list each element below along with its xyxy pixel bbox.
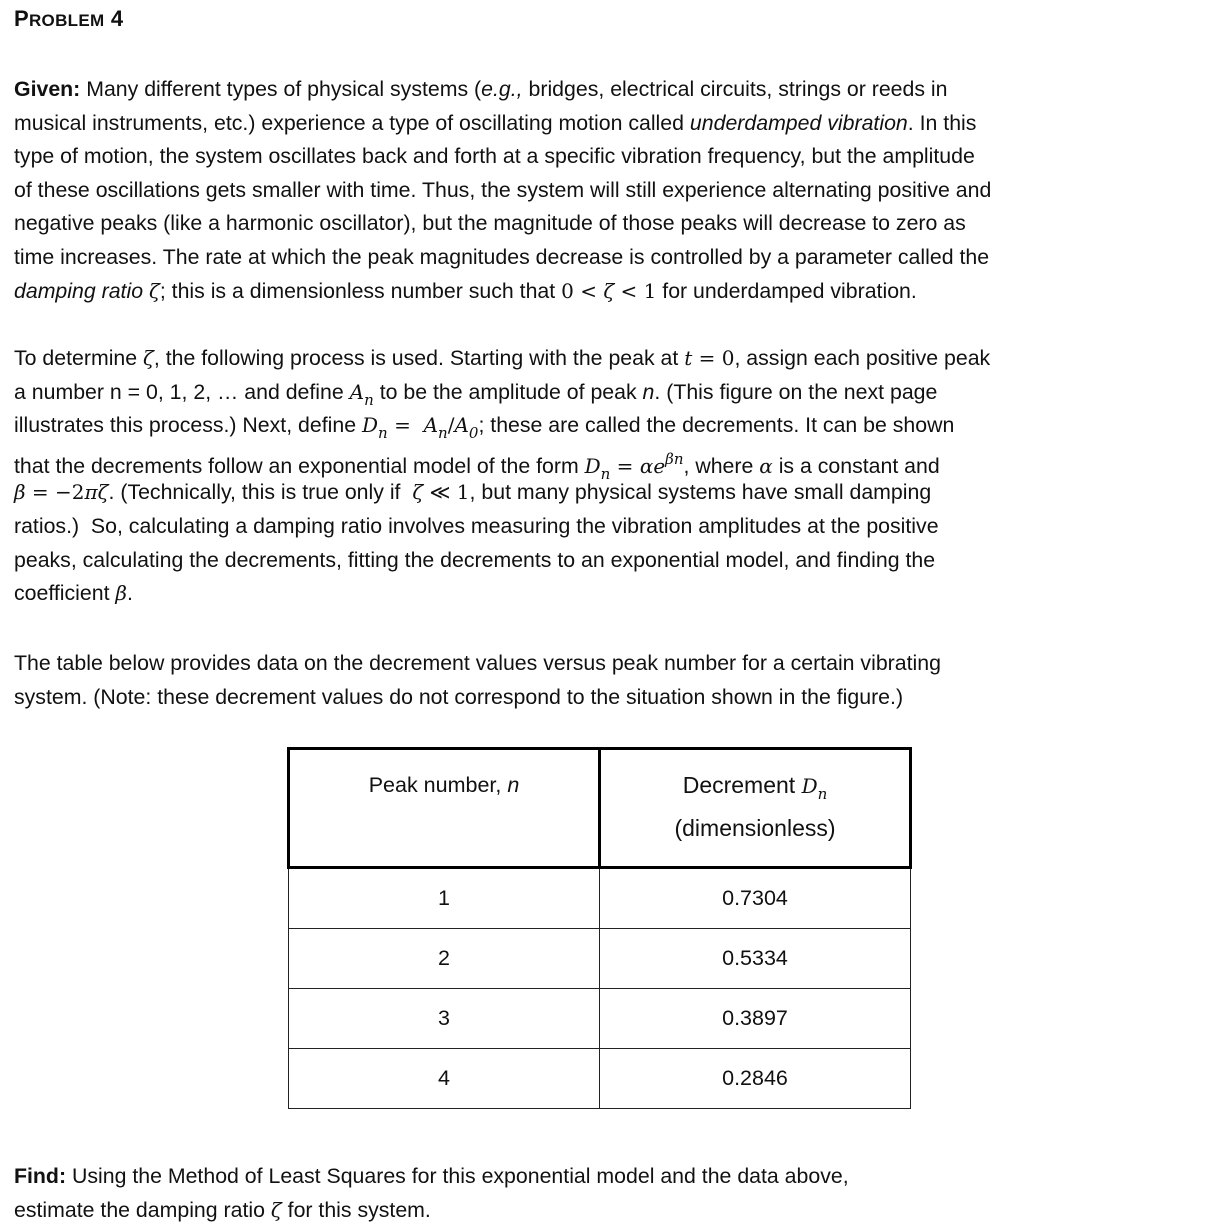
- text-line: [14, 73, 1199, 107]
- math-symbol: 0 <: [561, 278, 604, 303]
- text-line: [14, 107, 1199, 141]
- math-symbol: n: [600, 464, 611, 483]
- decrement-cell: 0.7304: [600, 868, 911, 929]
- text-line: [14, 510, 1199, 544]
- text-segment: ratios.) So, calculating a damping ratio involves measuring the vibration amplitudes at the positive: [14, 513, 939, 538]
- text-segment: bridges, electrical circuits, strings or reeds in: [522, 77, 948, 101]
- math-symbol: β: [14, 480, 26, 505]
- decrement-cell: 0.5334: [600, 929, 911, 989]
- math-symbol: 0: [468, 424, 479, 443]
- math-symbol: n: [378, 424, 388, 443]
- section-label: Find:: [14, 1164, 67, 1188]
- text-line: [14, 476, 1199, 510]
- text-line: [14, 577, 1199, 611]
- header-text: Decrement: [682, 772, 802, 798]
- text-segment: Using the Method of Least Squares for this exponential model and the data above,: [66, 1164, 849, 1188]
- text-segment: To determine: [14, 346, 144, 370]
- table-row: [289, 1049, 911, 1109]
- header-decrement: [600, 749, 911, 868]
- math-symbol: n: [438, 424, 448, 443]
- header-unit: (dimensionless): [674, 815, 836, 841]
- text-segment: negative peaks (like a harmonic oscillator), but the magnitude of those peaks will decrease to zero as: [14, 211, 966, 236]
- text-segment: a number n = 0, 1, 2, … and define: [14, 379, 350, 404]
- math-symbol: =: [387, 413, 424, 438]
- math-symbol: πζ: [84, 480, 109, 505]
- text-segment: coefficient: [14, 581, 116, 606]
- text-segment: illustrates this process.) Next, define: [14, 413, 362, 438]
- text-line: [14, 207, 1199, 241]
- process-paragraph: [14, 342, 1199, 611]
- text-segment: n: [642, 379, 655, 404]
- find-paragraph: [14, 1160, 1199, 1227]
- text-segment: peaks, calculating the decrements, fitting the decrements to an exponential model, and finding the: [14, 547, 936, 572]
- math-symbol: A: [454, 413, 469, 438]
- peak-number-cell: 1: [289, 868, 600, 929]
- text-segment: ; this is a dimensionless number such that: [159, 278, 562, 303]
- title-rest: ROBLEM: [28, 11, 105, 30]
- math-symbol: A: [349, 379, 365, 404]
- math-symbol: = 0: [692, 346, 735, 370]
- text-segment: . In this: [907, 110, 977, 135]
- text-segment: that the decrements follow an exponential model of the form: [14, 453, 585, 478]
- text-line: [14, 443, 1199, 483]
- text-segment: e.g.,: [481, 77, 523, 101]
- text-segment: . (This figure on the next page: [654, 379, 938, 404]
- text-segment: system. (Note: these decrement values do not correspond to the situation shown in the figure.): [14, 684, 904, 709]
- text-segment: , where: [683, 453, 760, 478]
- math-symbol: D: [584, 453, 601, 478]
- header-text: Peak number,: [368, 773, 508, 797]
- header-peak-number: [289, 749, 600, 868]
- text-segment: time increases. The rate at which the peak magnitudes decrease is controlled by a parameter called the: [14, 244, 990, 269]
- text-segment: of these oscillations gets smaller with time. Thus, the system will still experience alternating positive and: [14, 177, 992, 202]
- table-intro-paragraph: [14, 647, 1199, 714]
- math-symbol: =: [610, 453, 640, 478]
- text-segment: underdamped vibration: [689, 110, 908, 135]
- text-line: [14, 409, 1199, 443]
- math-symbol: αe: [639, 453, 666, 478]
- text-segment: . (Technically, this is true only if: [108, 480, 413, 505]
- table-row: [289, 929, 911, 989]
- text-segment: estimate the damping ratio: [14, 1197, 271, 1222]
- math-symbol: t: [684, 346, 693, 370]
- title-initial: P: [14, 6, 29, 31]
- text-line: [14, 140, 1199, 174]
- math-symbol: ζ: [148, 278, 160, 303]
- decrement-cell: 0.3897: [600, 989, 911, 1049]
- table-header-row: [289, 749, 911, 868]
- text-segment: type of motion, the system oscillates back and forth at a specific vibration frequency, but the amplitude: [14, 144, 975, 169]
- math-symbol: β: [115, 581, 127, 606]
- header-sub: n: [817, 785, 828, 803]
- math-symbol: n: [364, 390, 374, 409]
- text-line: [14, 681, 1199, 715]
- text-line: [14, 275, 1199, 309]
- text-line: [14, 1160, 1199, 1194]
- text-line: [14, 647, 1199, 681]
- text-line: [14, 544, 1199, 578]
- peak-number-cell: 2: [289, 929, 600, 989]
- problem-title: [14, 6, 123, 32]
- decrement-cell: 0.2846: [600, 1049, 911, 1109]
- text-line: [14, 342, 1199, 376]
- text-line: [14, 1194, 1199, 1228]
- text-segment: , the following process is used. Starting with the peak at: [153, 346, 685, 370]
- text-segment: for underdamped vibration.: [656, 278, 917, 303]
- peak-number-cell: 4: [289, 1049, 600, 1109]
- peak-number-cell: 3: [289, 989, 600, 1049]
- text-segment: to be the amplitude of peak: [373, 379, 643, 404]
- math-symbol: = −2: [25, 480, 85, 505]
- math-symbol: ζ: [270, 1197, 282, 1222]
- math-symbol: D: [362, 413, 379, 438]
- text-segment: musical instruments, etc.) experience a type of oscillating motion called: [14, 110, 690, 135]
- table-row: [289, 868, 911, 929]
- math-symbol: < 1: [614, 278, 657, 303]
- text-segment: The table below provides data on the decrement values versus peak number for a certain vibrating: [14, 651, 941, 675]
- text-segment: .: [126, 581, 133, 606]
- text-segment: , assign each positive peak: [734, 346, 991, 370]
- math-symbol: A: [423, 413, 439, 438]
- text-line: [14, 174, 1199, 208]
- math-symbol: ζ: [603, 278, 615, 303]
- decrement-table: [287, 747, 912, 1109]
- math-symbol: βn: [665, 449, 684, 468]
- problem-number: 4: [110, 6, 124, 31]
- text-segment: for this system.: [281, 1197, 431, 1222]
- header-var: n: [507, 773, 520, 797]
- text-segment: ; these are called the decrements. It can be shown: [478, 413, 955, 438]
- text-segment: Many different types of physical systems (: [80, 77, 482, 101]
- math-symbol: ≪ 1: [423, 480, 470, 505]
- text-segment: , but many physical systems have small damping: [469, 480, 932, 505]
- text-line: [14, 376, 1199, 410]
- header-var: D: [801, 774, 818, 798]
- given-paragraph: [14, 73, 1199, 308]
- text-segment: is a constant and: [772, 453, 940, 478]
- math-symbol: α: [759, 453, 773, 478]
- math-symbol: /: [447, 413, 455, 438]
- table-row: [289, 989, 911, 1049]
- math-symbol: ζ: [412, 480, 424, 505]
- math-symbol: ζ: [143, 346, 154, 370]
- text-line: [14, 241, 1199, 275]
- section-label: Given:: [14, 77, 81, 101]
- text-segment: damping ratio: [14, 278, 149, 303]
